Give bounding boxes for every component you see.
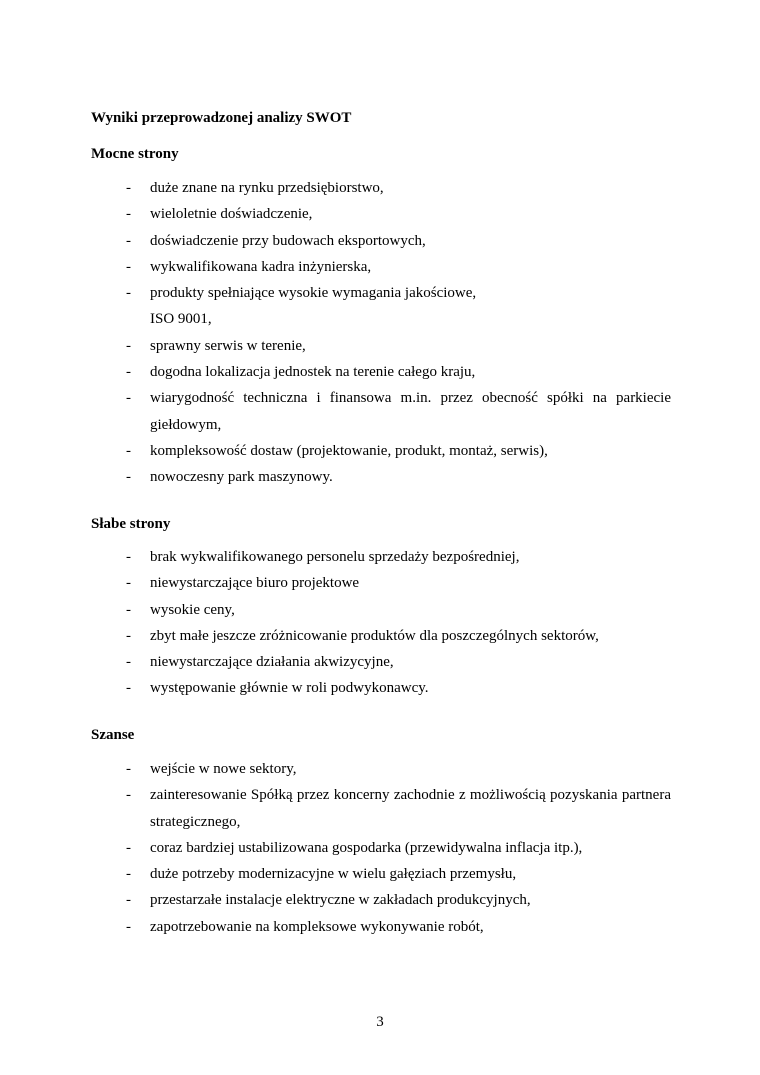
list-marker: - <box>126 866 131 883</box>
list-item: - nowoczesny park maszynowy. <box>91 464 671 490</box>
list-marker: - <box>126 258 131 275</box>
list-item: - wysokie ceny, <box>91 597 671 623</box>
weaknesses-list <box>91 544 671 702</box>
section-heading-weaknesses: Słabe strony <box>91 516 171 532</box>
document-title: Wyniki przeprowadzonej analizy SWOT <box>91 110 352 126</box>
list-marker: - <box>126 180 131 196</box>
list-marker: - <box>126 206 131 223</box>
list-item: - doświadczenie przy budowach eksportowych, <box>91 228 671 254</box>
list-marker: - <box>126 627 131 644</box>
list-item: - występowanie głównie w roli podwykonawcy. <box>91 675 671 701</box>
page-number: 3 <box>376 1014 384 1030</box>
list-item: - przestarzałe instalacje elektryczne w zakładach produkcyjnych, <box>91 887 671 913</box>
list-marker: - <box>126 575 131 592</box>
list-item: - zapotrzebowanie na kompleksowe wykonywanie robót, <box>91 914 671 940</box>
list-item: - sprawny serwis w terenie, <box>91 333 671 359</box>
list-item: - brak wykwalifikowanego personelu sprzedaży bezpośredniej, <box>91 544 671 570</box>
list-marker: - <box>126 337 131 354</box>
list-item: - zainteresowanie Spółką przez koncerny zachodnie z możliwością pozyskania partnera strategicznego, <box>91 782 671 835</box>
list-marker: - <box>126 364 131 381</box>
list-marker: - <box>126 761 131 777</box>
section-heading-strengths: Mocne strony <box>91 146 179 162</box>
list-item: - niewystarczające działania akwizycyjne, <box>91 649 671 675</box>
list-item: - kompleksowość dostaw (projektowanie, produkt, montaż, serwis), <box>91 438 671 464</box>
strengths-list <box>91 175 671 491</box>
opportunities-list <box>91 756 671 940</box>
list-item: - wieloletnie doświadczenie, <box>91 201 671 227</box>
list-item: - wiarygodność techniczna i finansowa m.in. przez obecność spółki na parkiecie giełdowym, <box>91 385 671 438</box>
list-item: - produkty spełniające wysokie wymagania jakościowe, ISO 9001, <box>91 280 671 333</box>
list-marker: - <box>126 285 131 302</box>
list-marker: - <box>126 469 131 486</box>
list-item: - wejście w nowe sektory, <box>91 756 671 782</box>
list-item: - dogodna lokalizacja jednostek na terenie całego kraju, <box>91 359 671 385</box>
list-marker: - <box>126 390 131 407</box>
list-marker: - <box>126 918 131 935</box>
list-marker: - <box>126 839 131 856</box>
list-marker: - <box>126 442 131 459</box>
list-marker: - <box>126 787 131 804</box>
list-marker: - <box>126 680 131 697</box>
list-item: - niewystarczające biuro projektowe <box>91 570 671 596</box>
section-heading-opportunities: Szanse <box>91 727 135 743</box>
list-marker: - <box>126 892 131 909</box>
list-marker: - <box>126 601 131 618</box>
list-item: - duże znane na rynku przedsiębiorstwo, <box>91 175 671 201</box>
list-marker: - <box>126 549 131 565</box>
list-item: - wykwalifikowana kadra inżynierska, <box>91 254 671 280</box>
list-marker: - <box>126 232 131 249</box>
list-item: - coraz bardziej ustabilizowana gospodarka (przewidywalna inflacja itp.), <box>91 835 671 861</box>
list-marker: - <box>126 654 131 671</box>
list-item: - zbyt małe jeszcze zróżnicowanie produktów dla poszczególnych sektorów, <box>91 623 671 649</box>
list-item: - duże potrzeby modernizacyjne w wielu gałęziach przemysłu, <box>91 861 671 887</box>
